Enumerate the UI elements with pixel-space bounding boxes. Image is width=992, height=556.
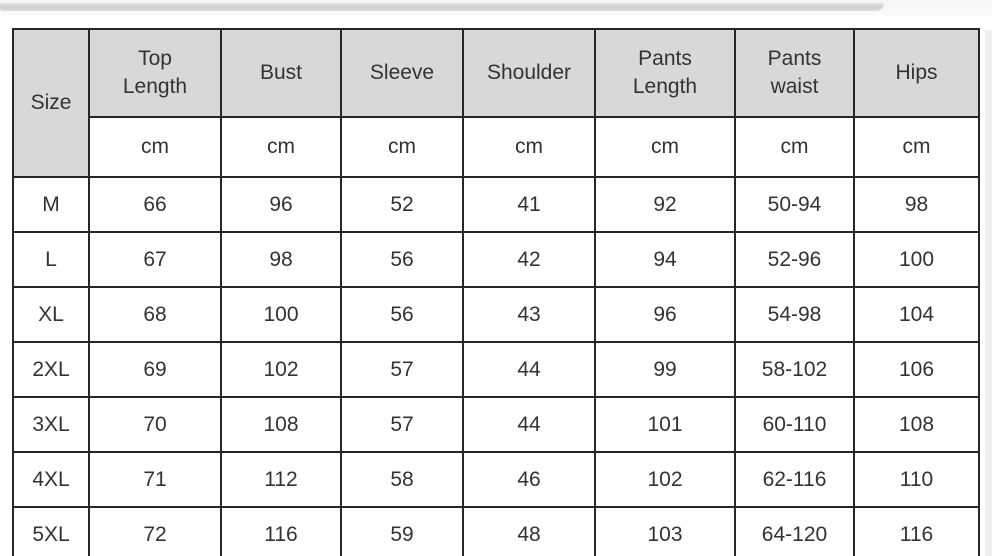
value-cell: 44 bbox=[463, 342, 595, 397]
value-cell: 56 bbox=[341, 232, 463, 287]
value-cell: 96 bbox=[221, 177, 341, 232]
row-label-3xl: 3XL bbox=[13, 397, 89, 452]
value-cell: 94 bbox=[595, 232, 735, 287]
table-row-5xl bbox=[13, 507, 979, 556]
value-cell: 50-94 bbox=[735, 177, 854, 232]
col-header-hips: Hips bbox=[854, 29, 979, 117]
value-cell: 44 bbox=[463, 397, 595, 452]
value-cell: 41 bbox=[463, 177, 595, 232]
value-cell: 62-116 bbox=[735, 452, 854, 507]
value-cell: 108 bbox=[221, 397, 341, 452]
top-divider-strip bbox=[0, 3, 884, 11]
table-row-m bbox=[13, 177, 979, 232]
value-cell: 103 bbox=[595, 507, 735, 556]
value-cell: 57 bbox=[341, 342, 463, 397]
value-cell: 110 bbox=[854, 452, 979, 507]
units-row bbox=[13, 117, 979, 177]
value-cell: 58-102 bbox=[735, 342, 854, 397]
value-cell: 70 bbox=[89, 397, 221, 452]
value-cell: 71 bbox=[89, 452, 221, 507]
header-row bbox=[13, 29, 979, 117]
value-cell: 58 bbox=[341, 452, 463, 507]
value-cell: 69 bbox=[89, 342, 221, 397]
value-cell: 43 bbox=[463, 287, 595, 342]
value-cell: 102 bbox=[221, 342, 341, 397]
value-cell: 96 bbox=[595, 287, 735, 342]
value-cell: 48 bbox=[463, 507, 595, 556]
value-cell: 98 bbox=[221, 232, 341, 287]
value-cell: 52 bbox=[341, 177, 463, 232]
value-cell: 112 bbox=[221, 452, 341, 507]
unit-cell: cm bbox=[341, 117, 463, 177]
value-cell: 60-110 bbox=[735, 397, 854, 452]
col-header-bust: Bust bbox=[221, 29, 341, 117]
value-cell: 100 bbox=[221, 287, 341, 342]
unit-cell: cm bbox=[221, 117, 341, 177]
row-label-m: M bbox=[13, 177, 89, 232]
table-row-3xl bbox=[13, 397, 979, 452]
unit-cell: cm bbox=[463, 117, 595, 177]
col-header-top-length: Top Length bbox=[89, 29, 221, 117]
size-chart-table bbox=[12, 28, 980, 556]
table-row-2xl bbox=[13, 342, 979, 397]
unit-cell: cm bbox=[735, 117, 854, 177]
value-cell: 64-120 bbox=[735, 507, 854, 556]
unit-cell: cm bbox=[854, 117, 979, 177]
table-row-xl bbox=[13, 287, 979, 342]
value-cell: 67 bbox=[89, 232, 221, 287]
value-cell: 92 bbox=[595, 177, 735, 232]
unit-cell: cm bbox=[89, 117, 221, 177]
unit-cell: cm bbox=[595, 117, 735, 177]
row-label-4xl: 4XL bbox=[13, 452, 89, 507]
table-row-4xl bbox=[13, 452, 979, 507]
value-cell: 57 bbox=[341, 397, 463, 452]
col-header-shoulder: Shoulder bbox=[463, 29, 595, 117]
value-cell: 68 bbox=[89, 287, 221, 342]
value-cell: 101 bbox=[595, 397, 735, 452]
row-label-2xl: 2XL bbox=[13, 342, 89, 397]
table-row-l bbox=[13, 232, 979, 287]
value-cell: 100 bbox=[854, 232, 979, 287]
value-cell: 59 bbox=[341, 507, 463, 556]
row-label-xl: XL bbox=[13, 287, 89, 342]
corner-header-size: Size bbox=[13, 29, 89, 177]
value-cell: 102 bbox=[595, 452, 735, 507]
value-cell: 116 bbox=[854, 507, 979, 556]
value-cell: 54-98 bbox=[735, 287, 854, 342]
col-header-pants-waist: Pants waist bbox=[735, 29, 854, 117]
value-cell: 99 bbox=[595, 342, 735, 397]
value-cell: 46 bbox=[463, 452, 595, 507]
value-cell: 116 bbox=[221, 507, 341, 556]
row-label-l: L bbox=[13, 232, 89, 287]
value-cell: 72 bbox=[89, 507, 221, 556]
col-header-pants-length: Pants Length bbox=[595, 29, 735, 117]
value-cell: 66 bbox=[89, 177, 221, 232]
value-cell: 108 bbox=[854, 397, 979, 452]
col-header-sleeve: Sleeve bbox=[341, 29, 463, 117]
row-label-5xl: 5XL bbox=[13, 507, 89, 556]
value-cell: 52-96 bbox=[735, 232, 854, 287]
right-edge-strip bbox=[985, 30, 992, 556]
value-cell: 104 bbox=[854, 287, 979, 342]
value-cell: 98 bbox=[854, 177, 979, 232]
value-cell: 56 bbox=[341, 287, 463, 342]
value-cell: 106 bbox=[854, 342, 979, 397]
value-cell: 42 bbox=[463, 232, 595, 287]
